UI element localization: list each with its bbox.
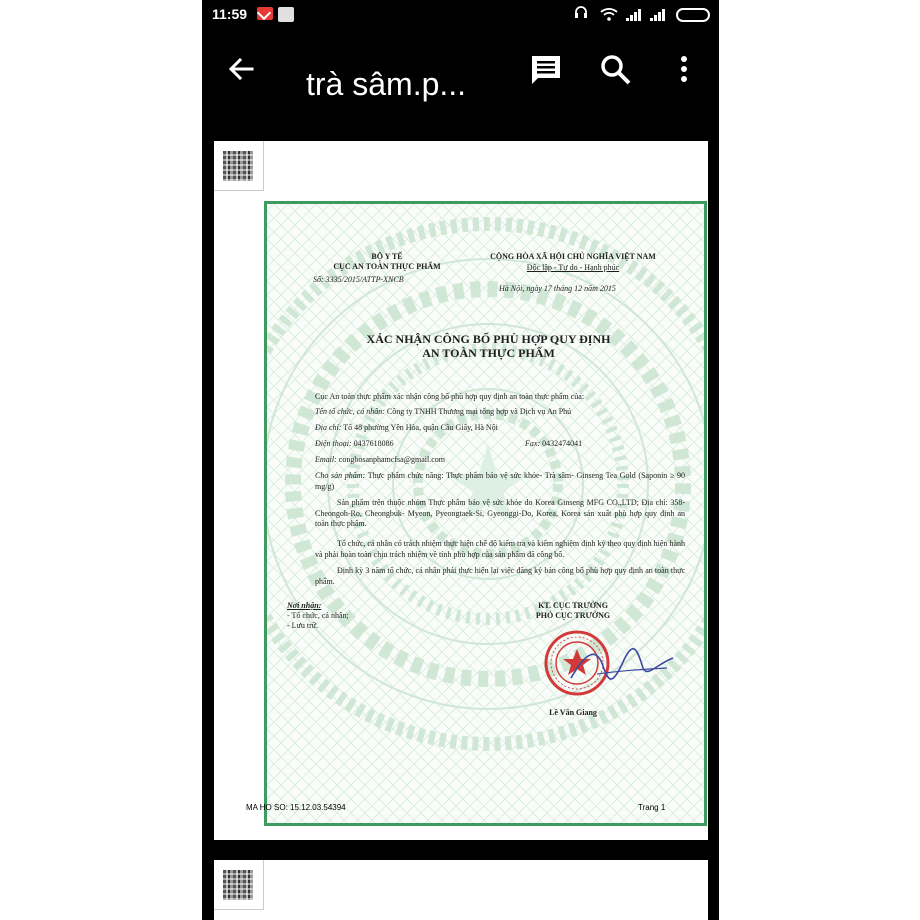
search-button[interactable] — [596, 50, 636, 90]
search-icon — [596, 50, 636, 90]
address-value: Tổ 48 phường Yên Hòa, quận Cầu Giấy, Hà Nội — [343, 423, 498, 432]
wifi-icon — [600, 7, 618, 24]
sign-title-1: KT. CỤC TRƯỞNG — [538, 601, 608, 610]
nation-name: CỘNG HÒA XÃ HỘI CHỦ NGHĨA VIỆT NAM — [490, 252, 656, 261]
image-notification-icon — [278, 7, 294, 22]
more-vert-icon — [664, 50, 704, 90]
battery-icon — [676, 8, 710, 22]
address-label: Địa chỉ: — [315, 423, 342, 432]
more-options-button[interactable] — [664, 50, 704, 90]
signal-sim2-icon — [650, 9, 668, 21]
comment-button[interactable] — [526, 50, 566, 90]
certificate-title-line2: AN TOÀN THỰC PHẨM — [422, 346, 555, 360]
sign-title-2: PHÓ CỤC TRƯỞNG — [535, 611, 611, 620]
intro-text: Cục An toàn thực phẩm xác nhận công bố phù hợp quy định an toàn thực phẩm của: — [315, 392, 585, 401]
app-toolbar — [202, 30, 719, 135]
phone-label: Điện thoại: — [315, 439, 352, 448]
document-page-2 — [214, 860, 708, 920]
status-time: 11:59 — [212, 6, 248, 22]
status-bar — [202, 0, 719, 30]
ministry-name: BỘ Y TẾ — [371, 252, 403, 261]
qr-code-icon — [223, 151, 253, 181]
product-value: Thực phẩm chức năng: Thực phẩm bảo vệ sức khỏe- Trà sâm- Ginseng Tea Gold (Saponin ≥ 90 mg/g) — [315, 471, 686, 491]
qr-code-icon — [223, 870, 253, 900]
signal-sim1-icon — [626, 9, 644, 21]
phone-screen — [202, 0, 719, 920]
certificate — [264, 201, 707, 826]
comment-icon — [526, 50, 566, 90]
signature-icon — [567, 644, 677, 689]
fax-value: 0432474041 — [542, 439, 583, 448]
product-label: Cho sản phẩm: — [315, 471, 366, 480]
document-number: Số: 3335/2015/ATTP-XNCB — [313, 275, 404, 284]
issue-date: Hà Nội, ngày 17 tháng 12 năm 2015 — [499, 284, 616, 293]
page-number: Trang 1 — [638, 803, 666, 812]
manufacturer-paragraph: Sản phẩm trên thuộc nhóm Thực phẩm bảo vệ sức khỏe do Korea Ginseng MFG CO.,LTD; Địa chỉ: 358- Cheongoh-Ro, Cheongbuk- Myeon, Pyeongtaek-Si, Gyeonggi-Do, Korea, Korea sản xuất phù hợp quy định an toàn thực phẩm. — [315, 498, 685, 528]
recipient-1: - Tổ chức, cá nhân; — [287, 611, 349, 620]
responsibility-paragraph: Tổ chức, cá nhân có trách nhiệm thực hiện chế độ kiểm tra và kiểm nghiệm định kỳ theo quy định hiện hành và phải hoàn toàn chịu trách nhiệm về tính phù hợp của sản phẩm đã công bố. — [315, 539, 685, 559]
record-code: MA HO SO: 15.12.03.54394 — [246, 803, 346, 812]
email-value: congbosanphamcfsa@gmail.com — [338, 455, 446, 464]
certificate-title-line1: XÁC NHẬN CÔNG BỐ PHÙ HỢP QUY ĐỊNH — [366, 332, 611, 346]
document-page-1 — [214, 141, 708, 840]
fax-label: Fax: — [525, 439, 541, 448]
email-label: Email: — [315, 455, 337, 464]
arrow-back-icon — [224, 52, 258, 86]
headphones-icon — [574, 5, 588, 23]
page-thumbnail[interactable] — [214, 860, 264, 910]
document-title: trà sâm.p... — [306, 66, 467, 102]
recipient-2: - Lưu trữ. — [287, 621, 319, 630]
gmail-notification-icon — [257, 7, 273, 20]
department-name: CỤC AN TOÀN THỰC PHẨM — [333, 262, 441, 271]
org-label: Tên tổ chức, cá nhân: — [315, 407, 385, 416]
renewal-paragraph: Định kỳ 3 năm tổ chức, cá nhân phải thực hiện lại việc đăng ký bản công bố phù hợp quy định an toàn thực phẩm. — [315, 566, 685, 586]
recipients-label: Nơi nhận: — [287, 601, 322, 610]
document-viewer[interactable] — [202, 135, 719, 920]
org-value: Công ty TNHH Thương mại tổng hợp và Dịch vụ An Phú — [386, 407, 572, 416]
phone-value: 0437618086 — [353, 439, 394, 448]
page-thumbnail[interactable] — [214, 141, 264, 191]
back-button[interactable] — [224, 52, 258, 86]
signer-name: Lê Văn Giang — [549, 708, 597, 717]
nation-motto: Độc lập - Tự do - Hạnh phúc — [526, 263, 620, 272]
